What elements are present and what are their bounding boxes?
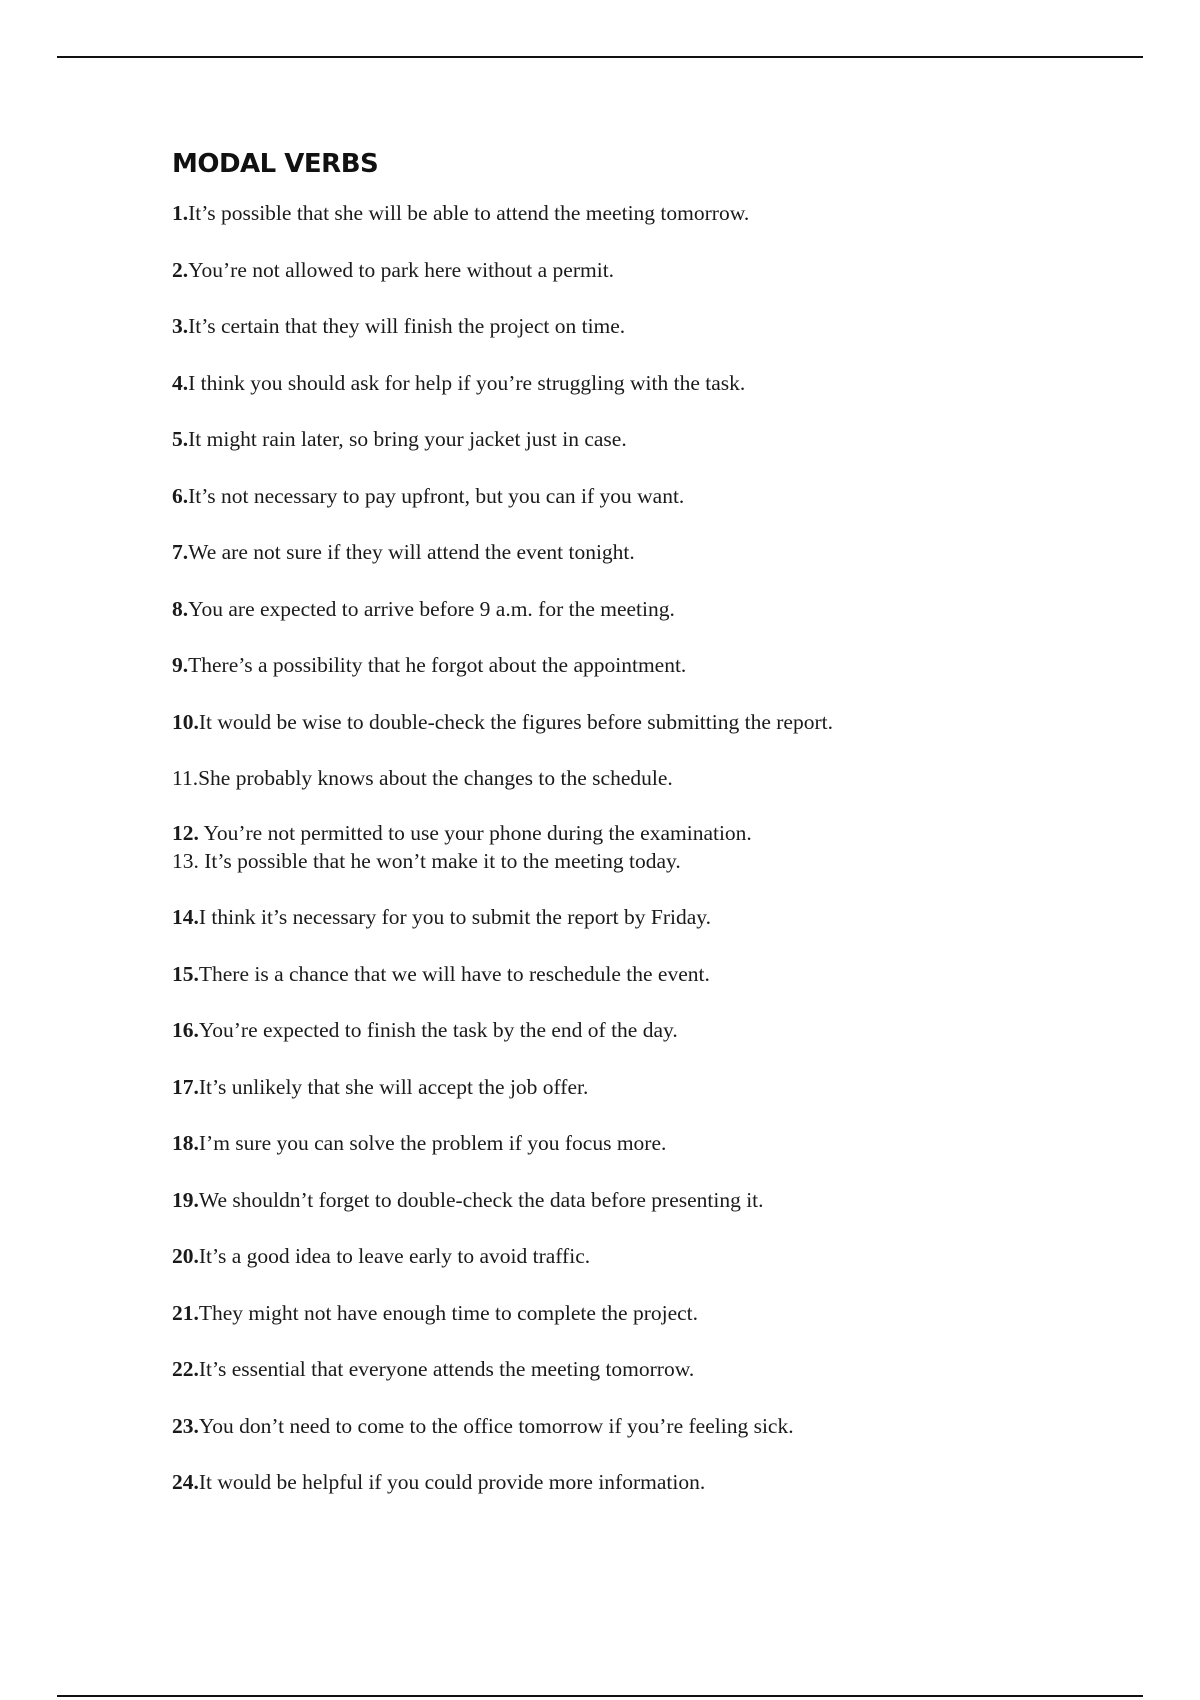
item-text: They might not have enough time to complete the project. xyxy=(198,1300,699,1325)
item-number: 3. xyxy=(172,314,189,338)
item-text: There is a chance that we will have to reschedule the event. xyxy=(198,961,710,986)
list-item xyxy=(172,902,1072,932)
list-item xyxy=(172,846,1072,876)
item-number: 13. xyxy=(172,848,199,873)
item-number: 5. xyxy=(172,427,189,451)
item-number: 7. xyxy=(172,540,189,564)
item-text: It’s unlikely that she will accept the job offer. xyxy=(198,1074,589,1099)
list-item xyxy=(172,1015,1072,1045)
item-text: You are expected to arrive before 9 a.m. for the meeting. xyxy=(188,596,675,621)
item-number: 9. xyxy=(172,653,189,677)
item-text: It’s possible that he won’t make it to the meeting today. xyxy=(198,848,681,873)
item-number: 20. xyxy=(172,1244,199,1268)
list-item xyxy=(172,255,1072,285)
list-item xyxy=(172,1072,1072,1102)
item-text: It’s possible that she will be able to attend the meeting tomorrow. xyxy=(188,201,750,225)
item-number: 23. xyxy=(172,1413,199,1438)
list-item xyxy=(172,594,1072,624)
header-rule xyxy=(57,56,1143,58)
list-item xyxy=(172,959,1072,989)
item-text: You’re expected to finish the task by the end of the day. xyxy=(198,1018,678,1042)
item-text: It’s essential that everyone attends the meeting tomorrow. xyxy=(198,1357,695,1381)
list-item xyxy=(172,368,1072,398)
list-item xyxy=(172,1241,1072,1271)
item-number: 14. xyxy=(172,905,199,929)
item-number: 19. xyxy=(172,1187,199,1212)
list-item xyxy=(172,424,1072,454)
item-text: She probably knows about the changes to the schedule. xyxy=(198,766,673,790)
list-item xyxy=(172,707,1072,737)
list-item xyxy=(172,1298,1072,1328)
item-number: 6. xyxy=(172,483,189,508)
item-number: 16. xyxy=(172,1018,199,1042)
item-number: 11. xyxy=(172,766,199,790)
list-item xyxy=(172,650,1072,680)
item-number: 15. xyxy=(172,961,199,986)
item-number: 24. xyxy=(172,1470,199,1494)
item-text: We shouldn’t forget to double-check the data before presenting it. xyxy=(198,1187,764,1212)
item-number: 1. xyxy=(172,201,189,225)
list-item xyxy=(172,1354,1072,1384)
item-text: It would be helpful if you could provide more information. xyxy=(198,1470,706,1494)
item-text: It’s a good idea to leave early to avoid traffic. xyxy=(198,1244,591,1268)
item-text: We are not sure if they will attend the event tonight. xyxy=(188,540,635,564)
footer-rule xyxy=(57,1695,1143,1697)
item-text: It’s not necessary to pay upfront, but you can if you want. xyxy=(188,483,685,508)
item-text: It’s certain that they will finish the project on time. xyxy=(188,314,626,338)
sentence-list xyxy=(172,198,1072,1497)
item-text: I’m sure you can solve the problem if you focus more. xyxy=(198,1131,667,1155)
item-text: It might rain later, so bring your jacket just in case. xyxy=(188,427,627,451)
list-item xyxy=(172,1185,1072,1215)
list-item xyxy=(172,198,1072,228)
list-item xyxy=(172,481,1072,511)
document-title: MODAL VERBS xyxy=(172,149,379,179)
item-number: 2. xyxy=(172,257,189,282)
item-number: 22. xyxy=(172,1357,199,1381)
item-number: 12. xyxy=(172,820,199,845)
list-item xyxy=(172,311,1072,341)
item-text: You’re not permitted to use your phone during the examination. xyxy=(198,820,752,845)
item-number: 17. xyxy=(172,1074,199,1099)
item-number: 4. xyxy=(172,370,189,395)
document-body xyxy=(172,148,1072,1524)
item-text: I think it’s necessary for you to submit the report by Friday. xyxy=(198,905,712,929)
item-number: 21. xyxy=(172,1300,199,1325)
item-text: You don’t need to come to the office tomorrow if you’re feeling sick. xyxy=(198,1413,794,1438)
item-text: I think you should ask for help if you’re struggling with the task. xyxy=(188,370,746,395)
item-text: There’s a possibility that he forgot about the appointment. xyxy=(188,653,687,677)
item-text: You’re not allowed to park here without a permit. xyxy=(188,257,615,282)
list-item xyxy=(172,537,1072,567)
item-text: It would be wise to double-check the figures before submitting the report. xyxy=(198,709,833,734)
list-item xyxy=(172,1128,1072,1158)
list-item xyxy=(172,763,1072,793)
list-item xyxy=(172,1467,1072,1497)
item-number: 18. xyxy=(172,1131,199,1155)
list-item xyxy=(172,820,1072,846)
item-number: 8. xyxy=(172,596,189,621)
list-item xyxy=(172,1411,1072,1441)
item-number: 10. xyxy=(172,709,199,734)
